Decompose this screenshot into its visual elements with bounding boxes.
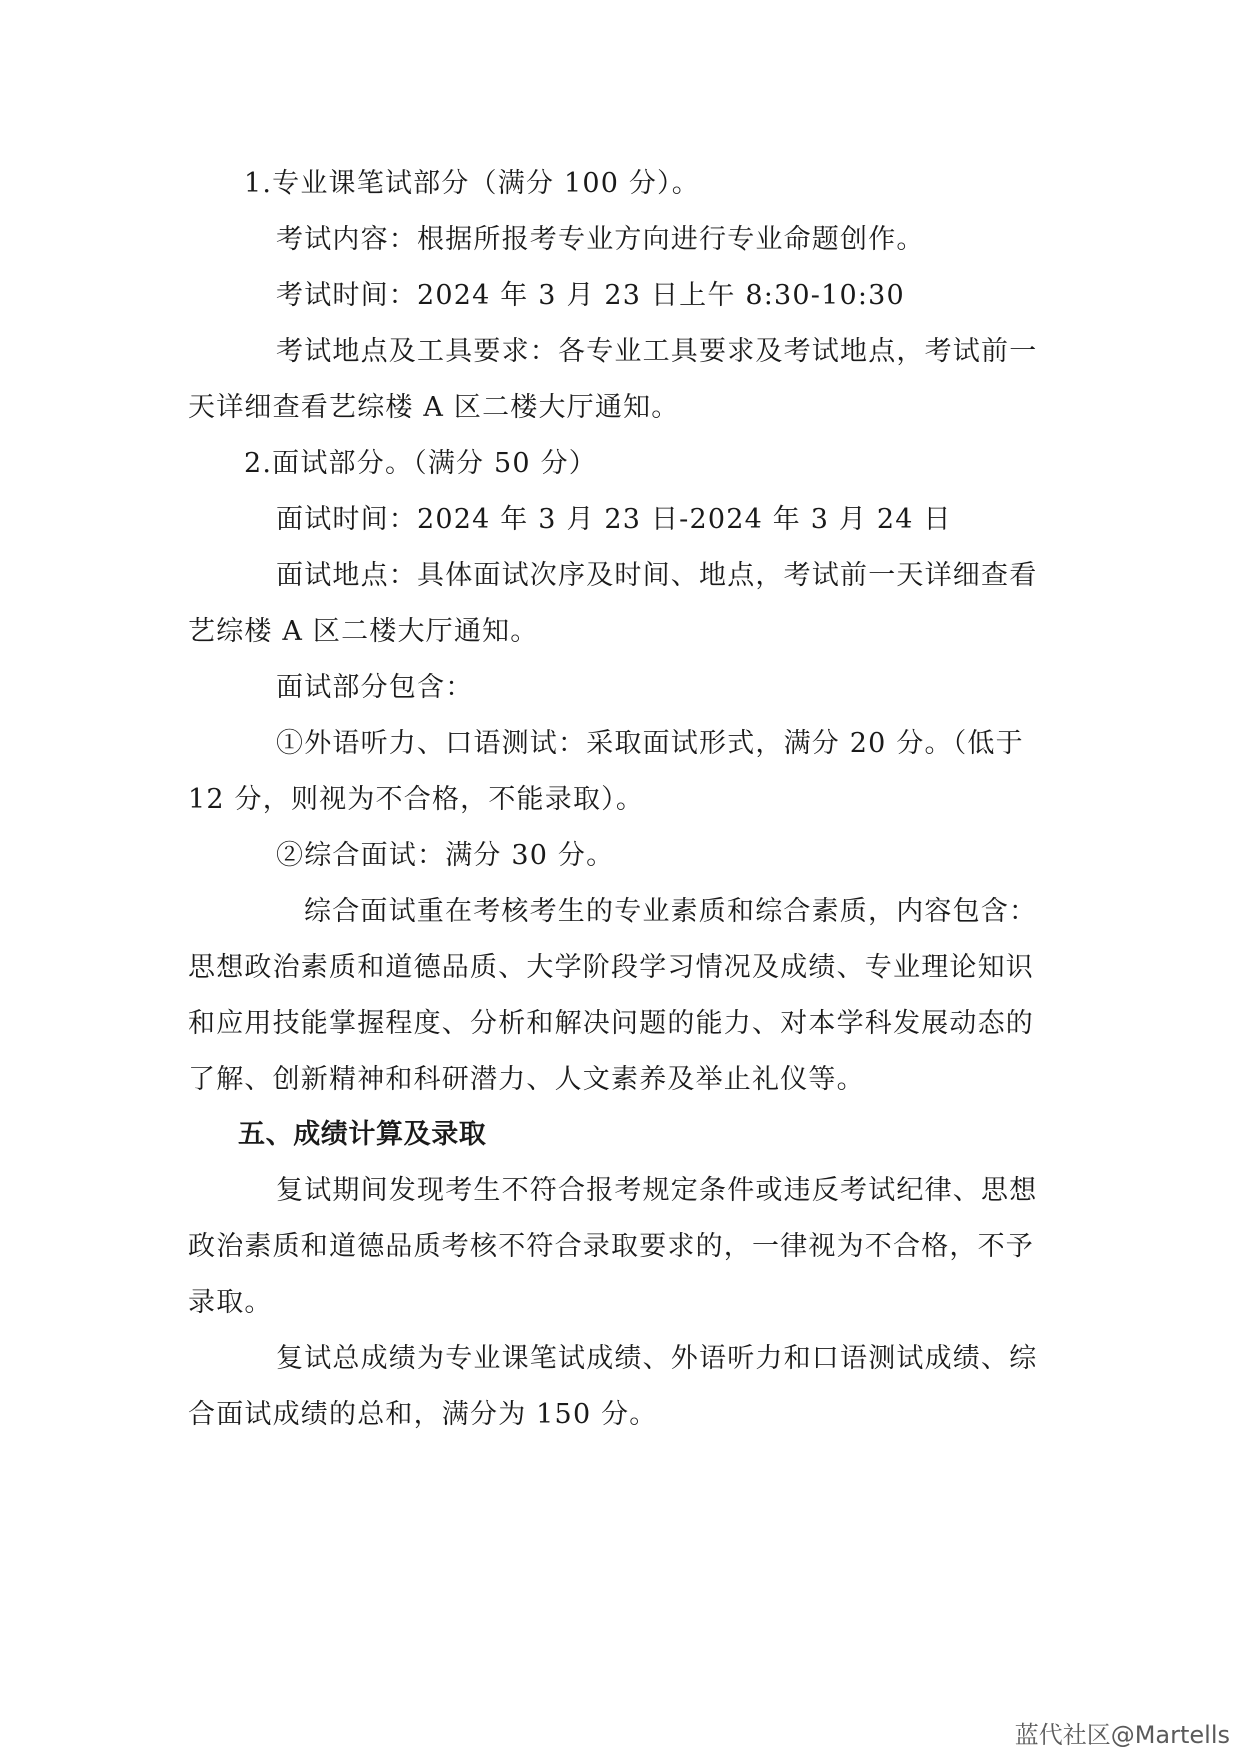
violation-line-2: 政治素质和道德品质考核不符合录取要求的，一律视为不合格，不予 (188, 1231, 1034, 1262)
watermark: 蓝代社区@Martells (1014, 1721, 1230, 1749)
comprehensive-desc-line-4: 了解、创新精神和科研潜力、人文素养及举止礼仪等。 (188, 1064, 865, 1095)
interview-location-line-1: 面试地点：具体面试次序及时间、地点，考试前一天详细查看 (276, 560, 1038, 591)
total-score-line-2: 合面试成绩的总和，满分为 150 分。 (188, 1399, 658, 1430)
violation-line-1: 复试期间发现考生不符合报考规定条件或违反考试纪律、思想 (276, 1175, 1038, 1206)
comprehensive-desc-line-3: 和应用技能掌握程度、分析和解决问题的能力、对本学科发展动态的 (188, 1008, 1034, 1039)
interview-location-line-2: 艺综楼 A 区二楼大厅通知。 (188, 616, 539, 647)
exam-content: 考试内容：根据所报考专业方向进行专业命题创作。 (276, 224, 925, 255)
comprehensive-desc-line-2: 思想政治素质和道德品质、大学阶段学习情况及成绩、专业理论知识 (188, 952, 1034, 983)
exam-location-line-1: 考试地点及工具要求：各专业工具要求及考试地点，考试前一 (276, 336, 1038, 367)
exam-location-line-2: 天详细查看艺综楼 A 区二楼大厅通知。 (188, 392, 680, 423)
violation-line-3: 录取。 (188, 1287, 273, 1318)
item-2-interview: 2.面试部分。（满分 50 分） (244, 448, 597, 479)
language-test-line-2: 12 分，则视为不合格，不能录取）。 (188, 784, 645, 815)
total-score-line-1: 复试总成绩为专业课笔试成绩、外语听力和口语测试成绩、综 (276, 1343, 1038, 1374)
section-heading-scores: 五、成绩计算及录取 (238, 1119, 487, 1150)
interview-time: 面试时间：2024 年 3 月 23 日-2024 年 3 月 24 日 (276, 504, 952, 535)
exam-time: 考试时间：2024 年 3 月 23 日上午 8:30-10:30 (276, 280, 905, 311)
comprehensive-desc-line-1: 综合面试重在考核考生的专业素质和综合素质，内容包含： (304, 896, 1038, 927)
language-test-line-1: ①外语听力、口语测试：采取面试形式，满分 20 分。（低于 (276, 728, 1024, 759)
interview-includes: 面试部分包含： (276, 672, 474, 703)
comprehensive-interview: ②综合面试：满分 30 分。 (276, 840, 615, 871)
item-1-written-exam: 1.专业课笔试部分（满分 100 分）。 (244, 168, 700, 199)
